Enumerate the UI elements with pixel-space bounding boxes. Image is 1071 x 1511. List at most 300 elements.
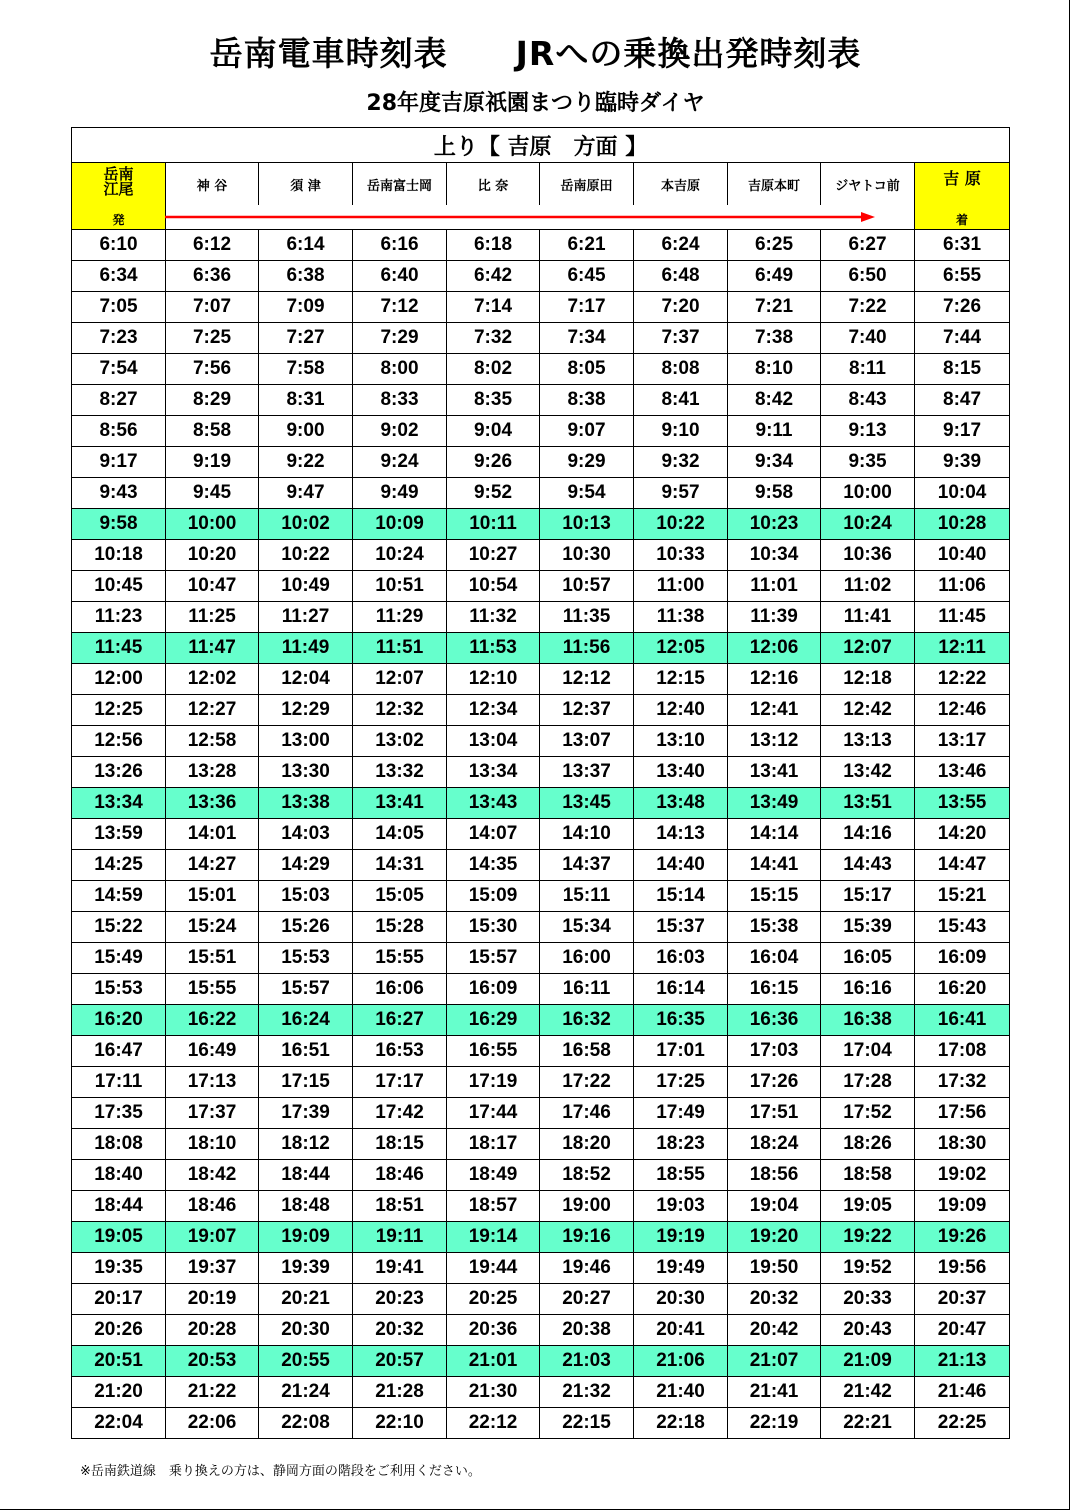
- time-cell: 12:18: [821, 664, 915, 695]
- time-cell: 21:09: [821, 1346, 915, 1377]
- time-cell: 18:49: [447, 1160, 540, 1191]
- time-cell: 20:21: [259, 1284, 353, 1315]
- time-cell: 7:12: [353, 292, 447, 323]
- departure-time-cell: 17:35: [72, 1098, 166, 1129]
- time-cell: 9:13: [821, 416, 915, 447]
- destination-station-name: 吉 原: [943, 169, 981, 188]
- time-cell: 19:04: [728, 1191, 821, 1222]
- time-cell: 21:42: [821, 1377, 915, 1408]
- time-cell: 9:19: [166, 447, 259, 478]
- timetable-row: [72, 912, 1010, 943]
- destination-arrival-label: 着: [956, 213, 969, 227]
- time-cell: 10:22: [259, 540, 353, 571]
- time-cell: 21:01: [447, 1346, 540, 1377]
- time-cell: 16:51: [259, 1036, 353, 1067]
- departure-time-cell: 13:26: [72, 757, 166, 788]
- time-cell: 6:14: [259, 230, 353, 261]
- time-cell: 13:43: [447, 788, 540, 819]
- time-cell: 10:11: [447, 509, 540, 540]
- timetable-row: [72, 1036, 1010, 1067]
- time-cell: 13:04: [447, 726, 540, 757]
- time-cell: 17:46: [540, 1098, 634, 1129]
- time-cell: 15:17: [821, 881, 915, 912]
- arrival-time-cell: 12:11: [915, 633, 1010, 664]
- time-cell: 16:00: [540, 943, 634, 974]
- time-cell: 12:40: [634, 695, 728, 726]
- time-cell: 9:07: [540, 416, 634, 447]
- time-cell: 13:28: [166, 757, 259, 788]
- time-cell: 11:32: [447, 602, 540, 633]
- departure-time-cell: 15:49: [72, 943, 166, 974]
- time-cell: 6:21: [540, 230, 634, 261]
- time-cell: 7:58: [259, 354, 353, 385]
- arrival-time-cell: 10:04: [915, 478, 1010, 509]
- station-header: 本吉原: [634, 163, 728, 206]
- time-cell: 13:45: [540, 788, 634, 819]
- time-cell: 19:19: [634, 1222, 728, 1253]
- arrival-time-cell: 14:47: [915, 850, 1010, 881]
- time-cell: 18:20: [540, 1129, 634, 1160]
- time-cell: 20:33: [821, 1284, 915, 1315]
- time-cell: 20:25: [447, 1284, 540, 1315]
- time-cell: 19:05: [821, 1191, 915, 1222]
- time-cell: 10:51: [353, 571, 447, 602]
- time-cell: 17:51: [728, 1098, 821, 1129]
- time-cell: 16:36: [728, 1005, 821, 1036]
- departure-time-cell: 13:34: [72, 788, 166, 819]
- time-cell: 9:57: [634, 478, 728, 509]
- timetable-row: [72, 633, 1010, 664]
- time-cell: 6:36: [166, 261, 259, 292]
- arrival-time-cell: 10:28: [915, 509, 1010, 540]
- time-cell: 8:58: [166, 416, 259, 447]
- departure-time-cell: 18:08: [72, 1129, 166, 1160]
- time-cell: 10:00: [166, 509, 259, 540]
- time-cell: 17:39: [259, 1098, 353, 1129]
- time-cell: 21:41: [728, 1377, 821, 1408]
- time-cell: 19:37: [166, 1253, 259, 1284]
- timetable-row: [72, 540, 1010, 571]
- time-cell: 20:23: [353, 1284, 447, 1315]
- time-cell: 19:49: [634, 1253, 728, 1284]
- timetable-row: [72, 1005, 1010, 1036]
- timetable-row: [72, 1067, 1010, 1098]
- time-cell: 10:27: [447, 540, 540, 571]
- timetable-row: [72, 292, 1010, 323]
- time-cell: 15:57: [259, 974, 353, 1005]
- time-cell: 18:44: [259, 1160, 353, 1191]
- page-subtitle: 28年度吉原祇園まつり臨時ダイヤ: [366, 91, 705, 116]
- time-cell: 7:29: [353, 323, 447, 354]
- departure-time-cell: 10:18: [72, 540, 166, 571]
- time-cell: 16:32: [540, 1005, 634, 1036]
- time-cell: 14:27: [166, 850, 259, 881]
- time-cell: 12:27: [166, 695, 259, 726]
- time-cell: 19:03: [634, 1191, 728, 1222]
- time-cell: 7:21: [728, 292, 821, 323]
- departure-time-cell: 6:34: [72, 261, 166, 292]
- time-cell: 16:03: [634, 943, 728, 974]
- departure-time-cell: 19:35: [72, 1253, 166, 1284]
- time-cell: 8:31: [259, 385, 353, 416]
- time-cell: 16:58: [540, 1036, 634, 1067]
- time-cell: 18:42: [166, 1160, 259, 1191]
- timetable-row: [72, 478, 1010, 509]
- time-cell: 13:40: [634, 757, 728, 788]
- arrival-time-cell: 6:31: [915, 230, 1010, 261]
- arrival-time-cell: 20:47: [915, 1315, 1010, 1346]
- time-cell: 7:38: [728, 323, 821, 354]
- time-cell: 10:23: [728, 509, 821, 540]
- time-cell: 13:37: [540, 757, 634, 788]
- time-cell: 21:07: [728, 1346, 821, 1377]
- time-cell: 7:22: [821, 292, 915, 323]
- time-cell: 6:27: [821, 230, 915, 261]
- time-cell: 10:24: [821, 509, 915, 540]
- time-cell: 6:18: [447, 230, 540, 261]
- timetable-row: [72, 385, 1010, 416]
- departure-time-cell: 14:25: [72, 850, 166, 881]
- time-cell: 6:12: [166, 230, 259, 261]
- time-cell: 18:17: [447, 1129, 540, 1160]
- time-cell: 19:00: [540, 1191, 634, 1222]
- time-cell: 10:09: [353, 509, 447, 540]
- time-cell: 6:45: [540, 261, 634, 292]
- time-cell: 12:10: [447, 664, 540, 695]
- time-cell: 11:47: [166, 633, 259, 664]
- time-cell: 11:25: [166, 602, 259, 633]
- time-cell: 12:58: [166, 726, 259, 757]
- time-cell: 17:15: [259, 1067, 353, 1098]
- time-cell: 10:20: [166, 540, 259, 571]
- time-cell: 13:42: [821, 757, 915, 788]
- time-cell: 14:40: [634, 850, 728, 881]
- time-cell: 15:01: [166, 881, 259, 912]
- time-cell: 13:36: [166, 788, 259, 819]
- time-cell: 21:28: [353, 1377, 447, 1408]
- departure-time-cell: 20:51: [72, 1346, 166, 1377]
- time-cell: 17:42: [353, 1098, 447, 1129]
- time-cell: 8:29: [166, 385, 259, 416]
- time-cell: 17:22: [540, 1067, 634, 1098]
- time-cell: 10:00: [821, 478, 915, 509]
- time-cell: 17:37: [166, 1098, 259, 1129]
- time-cell: 13:30: [259, 757, 353, 788]
- time-cell: 6:38: [259, 261, 353, 292]
- time-cell: 20:27: [540, 1284, 634, 1315]
- arrival-time-cell: 21:13: [915, 1346, 1010, 1377]
- time-cell: 12:05: [634, 633, 728, 664]
- time-cell: 16:15: [728, 974, 821, 1005]
- arrival-time-cell: 11:45: [915, 602, 1010, 633]
- time-cell: 14:31: [353, 850, 447, 881]
- time-cell: 9:47: [259, 478, 353, 509]
- arrival-time-cell: 17:56: [915, 1098, 1010, 1129]
- time-cell: 11:00: [634, 571, 728, 602]
- time-cell: 16:24: [259, 1005, 353, 1036]
- time-cell: 22:18: [634, 1408, 728, 1439]
- time-cell: 20:57: [353, 1346, 447, 1377]
- time-cell: 14:41: [728, 850, 821, 881]
- time-cell: 19:07: [166, 1222, 259, 1253]
- time-cell: 9:35: [821, 447, 915, 478]
- departure-time-cell: 15:22: [72, 912, 166, 943]
- timetable-row: [72, 757, 1010, 788]
- time-cell: 17:52: [821, 1098, 915, 1129]
- time-cell: 19:39: [259, 1253, 353, 1284]
- departure-time-cell: 7:05: [72, 292, 166, 323]
- arrival-time-cell: 7:26: [915, 292, 1010, 323]
- time-cell: 22:10: [353, 1408, 447, 1439]
- arrival-time-cell: 19:26: [915, 1222, 1010, 1253]
- time-cell: 17:03: [728, 1036, 821, 1067]
- time-cell: 9:24: [353, 447, 447, 478]
- time-cell: 11:38: [634, 602, 728, 633]
- time-cell: 8:42: [728, 385, 821, 416]
- time-cell: 11:01: [728, 571, 821, 602]
- arrival-time-cell: 13:46: [915, 757, 1010, 788]
- arrival-time-cell: 9:17: [915, 416, 1010, 447]
- time-cell: 6:50: [821, 261, 915, 292]
- arrival-time-cell: 19:02: [915, 1160, 1010, 1191]
- time-cell: 11:51: [353, 633, 447, 664]
- time-cell: 15:05: [353, 881, 447, 912]
- time-cell: 13:38: [259, 788, 353, 819]
- time-cell: 12:04: [259, 664, 353, 695]
- time-cell: 15:28: [353, 912, 447, 943]
- time-cell: 12:29: [259, 695, 353, 726]
- footnote: ※岳南鉄道線 乗り換えの方は、静岡方面の階段をご利用ください。: [80, 1464, 481, 1479]
- time-cell: 10:30: [540, 540, 634, 571]
- time-cell: 8:43: [821, 385, 915, 416]
- arrival-time-cell: 18:30: [915, 1129, 1010, 1160]
- time-cell: 16:14: [634, 974, 728, 1005]
- time-cell: 19:52: [821, 1253, 915, 1284]
- timetable: [71, 127, 1010, 1439]
- time-cell: 10:54: [447, 571, 540, 602]
- time-cell: 20:53: [166, 1346, 259, 1377]
- time-cell: 16:05: [821, 943, 915, 974]
- time-cell: 22:08: [259, 1408, 353, 1439]
- departure-time-cell: 9:43: [72, 478, 166, 509]
- arrival-time-cell: 16:20: [915, 974, 1010, 1005]
- time-cell: 13:13: [821, 726, 915, 757]
- timetable-row: [72, 1222, 1010, 1253]
- origin-departure-label: 発: [112, 213, 125, 227]
- timetable-row: [72, 1315, 1010, 1346]
- timetable-row: [72, 881, 1010, 912]
- arrival-time-cell: 6:55: [915, 261, 1010, 292]
- time-cell: 11:27: [259, 602, 353, 633]
- time-cell: 9:34: [728, 447, 821, 478]
- time-cell: 21:24: [259, 1377, 353, 1408]
- time-cell: 12:07: [821, 633, 915, 664]
- time-cell: 18:46: [353, 1160, 447, 1191]
- time-cell: 16:16: [821, 974, 915, 1005]
- time-cell: 8:38: [540, 385, 634, 416]
- time-cell: 20:28: [166, 1315, 259, 1346]
- time-cell: 14:05: [353, 819, 447, 850]
- time-cell: 9:11: [728, 416, 821, 447]
- time-cell: 7:25: [166, 323, 259, 354]
- time-cell: 7:32: [447, 323, 540, 354]
- time-cell: 22:19: [728, 1408, 821, 1439]
- time-cell: 14:37: [540, 850, 634, 881]
- time-cell: 15:55: [166, 974, 259, 1005]
- arrival-time-cell: 9:39: [915, 447, 1010, 478]
- time-cell: 19:14: [447, 1222, 540, 1253]
- departure-time-cell: 18:40: [72, 1160, 166, 1191]
- time-cell: 13:41: [728, 757, 821, 788]
- arrival-time-cell: 11:06: [915, 571, 1010, 602]
- time-cell: 18:12: [259, 1129, 353, 1160]
- station-header: 岳南原田: [540, 163, 634, 206]
- arrival-time-cell: 14:20: [915, 819, 1010, 850]
- time-cell: 16:09: [447, 974, 540, 1005]
- departure-time-cell: 11:23: [72, 602, 166, 633]
- page-title: 岳南電車時刻表 JRへの乗換出発時刻表: [209, 34, 862, 73]
- time-cell: 16:49: [166, 1036, 259, 1067]
- time-cell: 19:41: [353, 1253, 447, 1284]
- departure-time-cell: 13:59: [72, 819, 166, 850]
- arrival-time-cell: 17:08: [915, 1036, 1010, 1067]
- time-cell: 17:25: [634, 1067, 728, 1098]
- timetable-row: [72, 943, 1010, 974]
- time-cell: 14:43: [821, 850, 915, 881]
- time-cell: 9:10: [634, 416, 728, 447]
- arrival-time-cell: 16:41: [915, 1005, 1010, 1036]
- time-cell: 19:16: [540, 1222, 634, 1253]
- time-cell: 17:26: [728, 1067, 821, 1098]
- time-cell: 18:51: [353, 1191, 447, 1222]
- departure-time-cell: 17:11: [72, 1067, 166, 1098]
- time-cell: 17:44: [447, 1098, 540, 1129]
- time-cell: 10:49: [259, 571, 353, 602]
- time-cell: 13:48: [634, 788, 728, 819]
- timetable-row: [72, 571, 1010, 602]
- departure-time-cell: 7:54: [72, 354, 166, 385]
- time-cell: 13:41: [353, 788, 447, 819]
- time-cell: 16:35: [634, 1005, 728, 1036]
- time-cell: 10:36: [821, 540, 915, 571]
- timetable-row: [72, 602, 1010, 633]
- time-cell: 20:38: [540, 1315, 634, 1346]
- arrival-time-cell: 15:21: [915, 881, 1010, 912]
- time-cell: 8:33: [353, 385, 447, 416]
- time-cell: 18:26: [821, 1129, 915, 1160]
- time-cell: 8:02: [447, 354, 540, 385]
- time-cell: 15:03: [259, 881, 353, 912]
- time-cell: 17:04: [821, 1036, 915, 1067]
- timetable-row: [72, 1129, 1010, 1160]
- time-cell: 17:01: [634, 1036, 728, 1067]
- timetable-row: [72, 230, 1010, 261]
- time-cell: 14:14: [728, 819, 821, 850]
- time-cell: 9:54: [540, 478, 634, 509]
- time-cell: 18:23: [634, 1129, 728, 1160]
- timetable-row: [72, 509, 1010, 540]
- time-cell: 10:24: [353, 540, 447, 571]
- time-cell: 13:07: [540, 726, 634, 757]
- timetable-row: [72, 1191, 1010, 1222]
- time-cell: 10:57: [540, 571, 634, 602]
- arrival-time-cell: 22:25: [915, 1408, 1010, 1439]
- time-cell: 8:41: [634, 385, 728, 416]
- time-cell: 15:51: [166, 943, 259, 974]
- time-cell: 22:06: [166, 1408, 259, 1439]
- arrival-time-cell: 21:46: [915, 1377, 1010, 1408]
- departure-time-cell: 10:45: [72, 571, 166, 602]
- arrival-time-cell: 13:55: [915, 788, 1010, 819]
- time-cell: 7:07: [166, 292, 259, 323]
- arrival-time-cell: 8:47: [915, 385, 1010, 416]
- time-cell: 18:24: [728, 1129, 821, 1160]
- departure-time-cell: 19:05: [72, 1222, 166, 1253]
- time-cell: 12:37: [540, 695, 634, 726]
- time-cell: 21:40: [634, 1377, 728, 1408]
- time-cell: 15:15: [728, 881, 821, 912]
- time-cell: 17:17: [353, 1067, 447, 1098]
- timetable-row: [72, 664, 1010, 695]
- timetable-row: [72, 1284, 1010, 1315]
- time-cell: 18:57: [447, 1191, 540, 1222]
- arrival-time-cell: 8:15: [915, 354, 1010, 385]
- time-cell: 15:38: [728, 912, 821, 943]
- time-cell: 9:58: [728, 478, 821, 509]
- time-cell: 18:55: [634, 1160, 728, 1191]
- timetable-row: [72, 1346, 1010, 1377]
- time-cell: 22:12: [447, 1408, 540, 1439]
- time-cell: 13:34: [447, 757, 540, 788]
- departure-time-cell: 20:17: [72, 1284, 166, 1315]
- time-cell: 15:24: [166, 912, 259, 943]
- departure-time-cell: 8:27: [72, 385, 166, 416]
- time-cell: 13:00: [259, 726, 353, 757]
- time-cell: 6:16: [353, 230, 447, 261]
- arrival-time-cell: 12:22: [915, 664, 1010, 695]
- station-header: 須 津: [259, 163, 353, 206]
- arrival-time-cell: 15:43: [915, 912, 1010, 943]
- departure-time-cell: 12:25: [72, 695, 166, 726]
- time-cell: 10:13: [540, 509, 634, 540]
- time-cell: 9:45: [166, 478, 259, 509]
- time-cell: 16:53: [353, 1036, 447, 1067]
- time-cell: 15:30: [447, 912, 540, 943]
- arrival-time-cell: 19:09: [915, 1191, 1010, 1222]
- departure-time-cell: 20:26: [72, 1315, 166, 1346]
- timetable-row: [72, 447, 1010, 478]
- time-cell: 8:11: [821, 354, 915, 385]
- time-cell: 15:14: [634, 881, 728, 912]
- time-cell: 7:27: [259, 323, 353, 354]
- timetable-row: [72, 726, 1010, 757]
- time-cell: 18:52: [540, 1160, 634, 1191]
- time-cell: 6:49: [728, 261, 821, 292]
- time-cell: 18:46: [166, 1191, 259, 1222]
- timetable-row: [72, 323, 1010, 354]
- time-cell: 9:52: [447, 478, 540, 509]
- time-cell: 10:33: [634, 540, 728, 571]
- time-cell: 12:02: [166, 664, 259, 695]
- time-cell: 10:47: [166, 571, 259, 602]
- time-cell: 6:40: [353, 261, 447, 292]
- timetable-row: [72, 1377, 1010, 1408]
- departure-time-cell: 7:23: [72, 323, 166, 354]
- time-cell: 15:53: [259, 943, 353, 974]
- station-header: 岳南富士岡: [353, 163, 447, 206]
- time-cell: 6:25: [728, 230, 821, 261]
- departure-time-cell: 9:58: [72, 509, 166, 540]
